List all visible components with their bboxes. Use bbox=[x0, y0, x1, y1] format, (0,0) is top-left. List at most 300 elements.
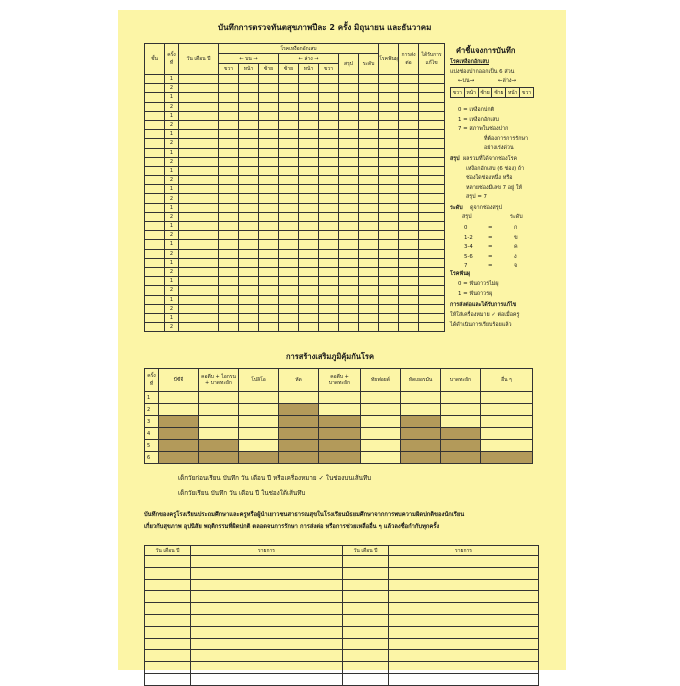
exam-entry-cell[interactable] bbox=[259, 323, 279, 332]
exam-entry-cell[interactable] bbox=[359, 157, 379, 166]
exam-entry-cell[interactable] bbox=[319, 277, 339, 286]
exam-entry-cell[interactable] bbox=[379, 277, 399, 286]
exam-entry-cell[interactable] bbox=[259, 277, 279, 286]
exam-entry-cell[interactable] bbox=[359, 185, 379, 194]
notes-entry-cell[interactable] bbox=[389, 650, 539, 662]
notes-entry-cell[interactable] bbox=[389, 556, 539, 568]
exam-entry-cell[interactable] bbox=[339, 185, 359, 194]
exam-entry-cell[interactable] bbox=[379, 93, 399, 102]
exam-entry-cell[interactable] bbox=[339, 194, 359, 203]
exam-entry-cell[interactable] bbox=[179, 212, 219, 221]
exam-entry-cell[interactable] bbox=[359, 323, 379, 332]
exam-entry-cell[interactable] bbox=[299, 84, 319, 93]
notes-entry-cell[interactable] bbox=[191, 603, 343, 615]
exam-entry-cell[interactable] bbox=[279, 323, 299, 332]
exam-entry-cell[interactable] bbox=[239, 157, 259, 166]
exam-entry-cell[interactable] bbox=[399, 139, 419, 148]
exam-entry-cell[interactable] bbox=[279, 93, 299, 102]
exam-entry-cell[interactable] bbox=[259, 148, 279, 157]
exam-entry-cell[interactable] bbox=[339, 286, 359, 295]
exam-entry-cell[interactable] bbox=[379, 130, 399, 139]
exam-entry-cell[interactable] bbox=[399, 240, 419, 249]
exam-entry-cell[interactable] bbox=[399, 185, 419, 194]
exam-entry-cell[interactable] bbox=[419, 240, 445, 249]
imm-entry-cell[interactable] bbox=[481, 452, 533, 464]
exam-entry-cell[interactable] bbox=[179, 203, 219, 212]
grade-cell[interactable] bbox=[145, 176, 165, 185]
exam-entry-cell[interactable] bbox=[219, 102, 239, 111]
exam-entry-cell[interactable] bbox=[219, 222, 239, 231]
exam-entry-cell[interactable] bbox=[379, 84, 399, 93]
exam-entry-cell[interactable] bbox=[239, 304, 259, 313]
grade-cell[interactable] bbox=[145, 313, 165, 322]
exam-entry-cell[interactable] bbox=[379, 231, 399, 240]
exam-entry-cell[interactable] bbox=[279, 313, 299, 322]
grade-cell[interactable] bbox=[145, 240, 165, 249]
exam-entry-cell[interactable] bbox=[279, 148, 299, 157]
notes-entry-cell[interactable] bbox=[343, 638, 389, 650]
exam-entry-cell[interactable] bbox=[239, 185, 259, 194]
exam-entry-cell[interactable] bbox=[279, 194, 299, 203]
notes-entry-cell[interactable] bbox=[191, 579, 343, 591]
exam-entry-cell[interactable] bbox=[379, 323, 399, 332]
exam-entry-cell[interactable] bbox=[379, 203, 399, 212]
exam-entry-cell[interactable] bbox=[319, 84, 339, 93]
exam-entry-cell[interactable] bbox=[359, 295, 379, 304]
notes-entry-cell[interactable] bbox=[389, 603, 539, 615]
exam-entry-cell[interactable] bbox=[219, 111, 239, 120]
exam-entry-cell[interactable] bbox=[259, 120, 279, 129]
exam-entry-cell[interactable] bbox=[399, 231, 419, 240]
exam-entry-cell[interactable] bbox=[239, 286, 259, 295]
exam-entry-cell[interactable] bbox=[359, 148, 379, 157]
exam-entry-cell[interactable] bbox=[239, 93, 259, 102]
notes-entry-cell[interactable] bbox=[343, 579, 389, 591]
exam-entry-cell[interactable] bbox=[419, 286, 445, 295]
grade-cell[interactable] bbox=[145, 295, 165, 304]
exam-entry-cell[interactable] bbox=[359, 222, 379, 231]
exam-entry-cell[interactable] bbox=[419, 323, 445, 332]
exam-entry-cell[interactable] bbox=[339, 231, 359, 240]
exam-entry-cell[interactable] bbox=[259, 84, 279, 93]
imm-entry-cell[interactable] bbox=[441, 440, 481, 452]
exam-entry-cell[interactable] bbox=[239, 194, 259, 203]
exam-entry-cell[interactable] bbox=[299, 148, 319, 157]
exam-entry-cell[interactable] bbox=[179, 295, 219, 304]
notes-entry-cell[interactable] bbox=[191, 591, 343, 603]
exam-entry-cell[interactable] bbox=[219, 166, 239, 175]
imm-entry-cell[interactable] bbox=[159, 416, 199, 428]
exam-entry-cell[interactable] bbox=[259, 304, 279, 313]
grade-cell[interactable] bbox=[145, 203, 165, 212]
imm-entry-cell[interactable] bbox=[481, 440, 533, 452]
exam-entry-cell[interactable] bbox=[259, 231, 279, 240]
exam-entry-cell[interactable] bbox=[279, 130, 299, 139]
exam-entry-cell[interactable] bbox=[319, 185, 339, 194]
exam-entry-cell[interactable] bbox=[279, 304, 299, 313]
exam-entry-cell[interactable] bbox=[399, 313, 419, 322]
exam-entry-cell[interactable] bbox=[379, 194, 399, 203]
exam-entry-cell[interactable] bbox=[219, 120, 239, 129]
exam-entry-cell[interactable] bbox=[259, 157, 279, 166]
exam-entry-cell[interactable] bbox=[179, 93, 219, 102]
exam-entry-cell[interactable] bbox=[319, 176, 339, 185]
exam-entry-cell[interactable] bbox=[279, 139, 299, 148]
exam-entry-cell[interactable] bbox=[179, 130, 219, 139]
exam-entry-cell[interactable] bbox=[359, 231, 379, 240]
exam-entry-cell[interactable] bbox=[419, 277, 445, 286]
exam-entry-cell[interactable] bbox=[319, 323, 339, 332]
exam-entry-cell[interactable] bbox=[319, 240, 339, 249]
exam-entry-cell[interactable] bbox=[359, 120, 379, 129]
exam-entry-cell[interactable] bbox=[399, 157, 419, 166]
exam-entry-cell[interactable] bbox=[259, 93, 279, 102]
imm-entry-cell[interactable] bbox=[279, 440, 319, 452]
exam-entry-cell[interactable] bbox=[339, 130, 359, 139]
notes-entry-cell[interactable] bbox=[145, 591, 191, 603]
exam-entry-cell[interactable] bbox=[299, 120, 319, 129]
grade-cell[interactable] bbox=[145, 166, 165, 175]
exam-entry-cell[interactable] bbox=[299, 203, 319, 212]
imm-entry-cell[interactable] bbox=[401, 404, 441, 416]
grade-cell[interactable] bbox=[145, 194, 165, 203]
exam-entry-cell[interactable] bbox=[179, 84, 219, 93]
exam-entry-cell[interactable] bbox=[239, 222, 259, 231]
imm-entry-cell[interactable] bbox=[441, 428, 481, 440]
exam-entry-cell[interactable] bbox=[319, 313, 339, 322]
exam-entry-cell[interactable] bbox=[319, 148, 339, 157]
exam-entry-cell[interactable] bbox=[339, 148, 359, 157]
imm-entry-cell[interactable] bbox=[441, 404, 481, 416]
imm-entry-cell[interactable] bbox=[279, 452, 319, 464]
exam-entry-cell[interactable] bbox=[279, 277, 299, 286]
exam-entry-cell[interactable] bbox=[239, 212, 259, 221]
exam-entry-cell[interactable] bbox=[219, 157, 239, 166]
exam-entry-cell[interactable] bbox=[379, 286, 399, 295]
exam-entry-cell[interactable] bbox=[319, 295, 339, 304]
grade-cell[interactable] bbox=[145, 258, 165, 267]
exam-entry-cell[interactable] bbox=[419, 157, 445, 166]
exam-entry-cell[interactable] bbox=[299, 295, 319, 304]
imm-entry-cell[interactable] bbox=[199, 428, 239, 440]
exam-entry-cell[interactable] bbox=[259, 249, 279, 258]
imm-entry-cell[interactable] bbox=[361, 452, 401, 464]
imm-entry-cell[interactable] bbox=[199, 404, 239, 416]
notes-entry-cell[interactable] bbox=[191, 650, 343, 662]
grade-cell[interactable] bbox=[145, 286, 165, 295]
exam-entry-cell[interactable] bbox=[419, 166, 445, 175]
imm-entry-cell[interactable] bbox=[159, 404, 199, 416]
exam-entry-cell[interactable] bbox=[419, 313, 445, 322]
imm-entry-cell[interactable] bbox=[199, 452, 239, 464]
exam-entry-cell[interactable] bbox=[399, 286, 419, 295]
imm-entry-cell[interactable] bbox=[279, 428, 319, 440]
exam-entry-cell[interactable] bbox=[219, 185, 239, 194]
exam-entry-cell[interactable] bbox=[259, 295, 279, 304]
grade-cell[interactable] bbox=[145, 111, 165, 120]
exam-entry-cell[interactable] bbox=[179, 185, 219, 194]
imm-entry-cell[interactable] bbox=[361, 440, 401, 452]
imm-entry-cell[interactable] bbox=[361, 404, 401, 416]
exam-entry-cell[interactable] bbox=[219, 203, 239, 212]
exam-entry-cell[interactable] bbox=[279, 111, 299, 120]
exam-entry-cell[interactable] bbox=[179, 222, 219, 231]
exam-entry-cell[interactable] bbox=[419, 258, 445, 267]
exam-entry-cell[interactable] bbox=[239, 203, 259, 212]
grade-cell[interactable] bbox=[145, 139, 165, 148]
exam-entry-cell[interactable] bbox=[179, 277, 219, 286]
exam-entry-cell[interactable] bbox=[299, 93, 319, 102]
exam-entry-cell[interactable] bbox=[379, 304, 399, 313]
exam-entry-cell[interactable] bbox=[299, 176, 319, 185]
exam-entry-cell[interactable] bbox=[219, 295, 239, 304]
exam-entry-cell[interactable] bbox=[419, 222, 445, 231]
exam-entry-cell[interactable] bbox=[259, 212, 279, 221]
exam-entry-cell[interactable] bbox=[379, 249, 399, 258]
notes-entry-cell[interactable] bbox=[191, 567, 343, 579]
exam-entry-cell[interactable] bbox=[239, 148, 259, 157]
exam-entry-cell[interactable] bbox=[319, 111, 339, 120]
exam-entry-cell[interactable] bbox=[379, 222, 399, 231]
exam-entry-cell[interactable] bbox=[259, 176, 279, 185]
notes-entry-cell[interactable] bbox=[389, 662, 539, 674]
exam-entry-cell[interactable] bbox=[299, 185, 319, 194]
exam-entry-cell[interactable] bbox=[239, 84, 259, 93]
exam-entry-cell[interactable] bbox=[339, 222, 359, 231]
imm-entry-cell[interactable] bbox=[199, 392, 239, 404]
grade-cell[interactable] bbox=[145, 231, 165, 240]
exam-entry-cell[interactable] bbox=[279, 249, 299, 258]
exam-entry-cell[interactable] bbox=[279, 75, 299, 84]
notes-entry-cell[interactable] bbox=[145, 638, 191, 650]
exam-entry-cell[interactable] bbox=[379, 102, 399, 111]
notes-entry-cell[interactable] bbox=[145, 650, 191, 662]
exam-entry-cell[interactable] bbox=[359, 277, 379, 286]
exam-entry-cell[interactable] bbox=[419, 295, 445, 304]
exam-entry-cell[interactable] bbox=[419, 194, 445, 203]
exam-entry-cell[interactable] bbox=[279, 258, 299, 267]
exam-entry-cell[interactable] bbox=[299, 231, 319, 240]
exam-entry-cell[interactable] bbox=[339, 139, 359, 148]
grade-cell[interactable] bbox=[145, 249, 165, 258]
exam-entry-cell[interactable] bbox=[179, 313, 219, 322]
grade-cell[interactable] bbox=[145, 130, 165, 139]
exam-entry-cell[interactable] bbox=[319, 231, 339, 240]
exam-entry-cell[interactable] bbox=[419, 148, 445, 157]
exam-entry-cell[interactable] bbox=[219, 93, 239, 102]
exam-entry-cell[interactable] bbox=[339, 304, 359, 313]
exam-entry-cell[interactable] bbox=[339, 111, 359, 120]
exam-entry-cell[interactable] bbox=[419, 75, 445, 84]
exam-entry-cell[interactable] bbox=[419, 231, 445, 240]
imm-entry-cell[interactable] bbox=[401, 392, 441, 404]
exam-entry-cell[interactable] bbox=[299, 258, 319, 267]
exam-entry-cell[interactable] bbox=[239, 240, 259, 249]
exam-entry-cell[interactable] bbox=[179, 240, 219, 249]
exam-entry-cell[interactable] bbox=[239, 231, 259, 240]
exam-entry-cell[interactable] bbox=[319, 157, 339, 166]
exam-entry-cell[interactable] bbox=[379, 185, 399, 194]
exam-entry-cell[interactable] bbox=[259, 102, 279, 111]
exam-entry-cell[interactable] bbox=[299, 240, 319, 249]
exam-entry-cell[interactable] bbox=[299, 286, 319, 295]
grade-cell[interactable] bbox=[145, 157, 165, 166]
exam-entry-cell[interactable] bbox=[239, 166, 259, 175]
exam-entry-cell[interactable] bbox=[319, 304, 339, 313]
exam-entry-cell[interactable] bbox=[299, 212, 319, 221]
exam-entry-cell[interactable] bbox=[359, 130, 379, 139]
exam-entry-cell[interactable] bbox=[299, 130, 319, 139]
notes-entry-cell[interactable] bbox=[343, 603, 389, 615]
exam-entry-cell[interactable] bbox=[399, 93, 419, 102]
exam-entry-cell[interactable] bbox=[359, 249, 379, 258]
exam-entry-cell[interactable] bbox=[339, 176, 359, 185]
imm-entry-cell[interactable] bbox=[239, 428, 279, 440]
exam-entry-cell[interactable] bbox=[259, 166, 279, 175]
exam-entry-cell[interactable] bbox=[339, 249, 359, 258]
exam-entry-cell[interactable] bbox=[219, 249, 239, 258]
imm-entry-cell[interactable] bbox=[199, 416, 239, 428]
notes-entry-cell[interactable] bbox=[389, 567, 539, 579]
imm-entry-cell[interactable] bbox=[361, 392, 401, 404]
exam-entry-cell[interactable] bbox=[419, 84, 445, 93]
exam-entry-cell[interactable] bbox=[299, 323, 319, 332]
grade-cell[interactable] bbox=[145, 120, 165, 129]
exam-entry-cell[interactable] bbox=[339, 75, 359, 84]
exam-entry-cell[interactable] bbox=[179, 75, 219, 84]
imm-entry-cell[interactable] bbox=[319, 440, 361, 452]
notes-entry-cell[interactable] bbox=[145, 567, 191, 579]
exam-entry-cell[interactable] bbox=[259, 111, 279, 120]
exam-entry-cell[interactable] bbox=[319, 286, 339, 295]
exam-entry-cell[interactable] bbox=[359, 194, 379, 203]
imm-entry-cell[interactable] bbox=[401, 428, 441, 440]
exam-entry-cell[interactable] bbox=[279, 295, 299, 304]
exam-entry-cell[interactable] bbox=[399, 203, 419, 212]
exam-entry-cell[interactable] bbox=[179, 231, 219, 240]
notes-entry-cell[interactable] bbox=[191, 662, 343, 674]
imm-entry-cell[interactable] bbox=[159, 428, 199, 440]
exam-entry-cell[interactable] bbox=[259, 194, 279, 203]
exam-entry-cell[interactable] bbox=[379, 176, 399, 185]
exam-entry-cell[interactable] bbox=[279, 286, 299, 295]
exam-entry-cell[interactable] bbox=[219, 277, 239, 286]
notes-entry-cell[interactable] bbox=[145, 579, 191, 591]
grade-cell[interactable] bbox=[145, 148, 165, 157]
exam-entry-cell[interactable] bbox=[299, 304, 319, 313]
exam-entry-cell[interactable] bbox=[279, 120, 299, 129]
exam-entry-cell[interactable] bbox=[299, 75, 319, 84]
exam-entry-cell[interactable] bbox=[179, 286, 219, 295]
exam-entry-cell[interactable] bbox=[319, 120, 339, 129]
exam-entry-cell[interactable] bbox=[359, 111, 379, 120]
imm-entry-cell[interactable] bbox=[199, 440, 239, 452]
exam-entry-cell[interactable] bbox=[419, 185, 445, 194]
notes-entry-cell[interactable] bbox=[343, 673, 389, 685]
exam-entry-cell[interactable] bbox=[259, 267, 279, 276]
exam-entry-cell[interactable] bbox=[319, 212, 339, 221]
exam-entry-cell[interactable] bbox=[419, 212, 445, 221]
exam-entry-cell[interactable] bbox=[379, 267, 399, 276]
exam-entry-cell[interactable] bbox=[219, 323, 239, 332]
grade-cell[interactable] bbox=[145, 212, 165, 221]
grade-cell[interactable] bbox=[145, 304, 165, 313]
exam-entry-cell[interactable] bbox=[279, 176, 299, 185]
exam-entry-cell[interactable] bbox=[339, 93, 359, 102]
exam-entry-cell[interactable] bbox=[319, 139, 339, 148]
imm-entry-cell[interactable] bbox=[239, 392, 279, 404]
exam-entry-cell[interactable] bbox=[219, 304, 239, 313]
exam-entry-cell[interactable] bbox=[179, 111, 219, 120]
exam-entry-cell[interactable] bbox=[379, 166, 399, 175]
exam-entry-cell[interactable] bbox=[259, 286, 279, 295]
imm-entry-cell[interactable] bbox=[239, 404, 279, 416]
exam-entry-cell[interactable] bbox=[239, 130, 259, 139]
exam-entry-cell[interactable] bbox=[239, 139, 259, 148]
notes-entry-cell[interactable] bbox=[389, 591, 539, 603]
notes-entry-cell[interactable] bbox=[343, 650, 389, 662]
exam-entry-cell[interactable] bbox=[319, 102, 339, 111]
exam-entry-cell[interactable] bbox=[359, 75, 379, 84]
exam-entry-cell[interactable] bbox=[219, 75, 239, 84]
exam-entry-cell[interactable] bbox=[399, 130, 419, 139]
exam-entry-cell[interactable] bbox=[219, 84, 239, 93]
exam-entry-cell[interactable] bbox=[239, 111, 259, 120]
exam-entry-cell[interactable] bbox=[279, 84, 299, 93]
exam-entry-cell[interactable] bbox=[379, 139, 399, 148]
exam-entry-cell[interactable] bbox=[279, 212, 299, 221]
imm-entry-cell[interactable] bbox=[159, 392, 199, 404]
exam-entry-cell[interactable] bbox=[319, 222, 339, 231]
notes-entry-cell[interactable] bbox=[389, 579, 539, 591]
imm-entry-cell[interactable] bbox=[401, 452, 441, 464]
exam-entry-cell[interactable] bbox=[419, 203, 445, 212]
exam-entry-cell[interactable] bbox=[339, 277, 359, 286]
imm-entry-cell[interactable] bbox=[239, 416, 279, 428]
exam-entry-cell[interactable] bbox=[179, 267, 219, 276]
exam-entry-cell[interactable] bbox=[219, 313, 239, 322]
imm-entry-cell[interactable] bbox=[319, 392, 361, 404]
exam-entry-cell[interactable] bbox=[299, 313, 319, 322]
exam-entry-cell[interactable] bbox=[319, 203, 339, 212]
imm-entry-cell[interactable] bbox=[481, 392, 533, 404]
imm-entry-cell[interactable] bbox=[441, 452, 481, 464]
grade-cell[interactable] bbox=[145, 93, 165, 102]
exam-entry-cell[interactable] bbox=[339, 166, 359, 175]
exam-entry-cell[interactable] bbox=[179, 176, 219, 185]
notes-entry-cell[interactable] bbox=[343, 591, 389, 603]
exam-entry-cell[interactable] bbox=[359, 93, 379, 102]
exam-entry-cell[interactable] bbox=[239, 75, 259, 84]
exam-entry-cell[interactable] bbox=[399, 304, 419, 313]
exam-entry-cell[interactable] bbox=[299, 139, 319, 148]
exam-entry-cell[interactable] bbox=[259, 75, 279, 84]
notes-entry-cell[interactable] bbox=[343, 556, 389, 568]
exam-entry-cell[interactable] bbox=[339, 313, 359, 322]
exam-entry-cell[interactable] bbox=[179, 194, 219, 203]
exam-entry-cell[interactable] bbox=[419, 176, 445, 185]
exam-entry-cell[interactable] bbox=[339, 267, 359, 276]
exam-entry-cell[interactable] bbox=[319, 130, 339, 139]
notes-entry-cell[interactable] bbox=[145, 626, 191, 638]
grade-cell[interactable] bbox=[145, 222, 165, 231]
exam-entry-cell[interactable] bbox=[279, 203, 299, 212]
exam-entry-cell[interactable] bbox=[239, 267, 259, 276]
exam-entry-cell[interactable] bbox=[259, 130, 279, 139]
exam-entry-cell[interactable] bbox=[219, 130, 239, 139]
exam-entry-cell[interactable] bbox=[259, 258, 279, 267]
exam-entry-cell[interactable] bbox=[399, 120, 419, 129]
